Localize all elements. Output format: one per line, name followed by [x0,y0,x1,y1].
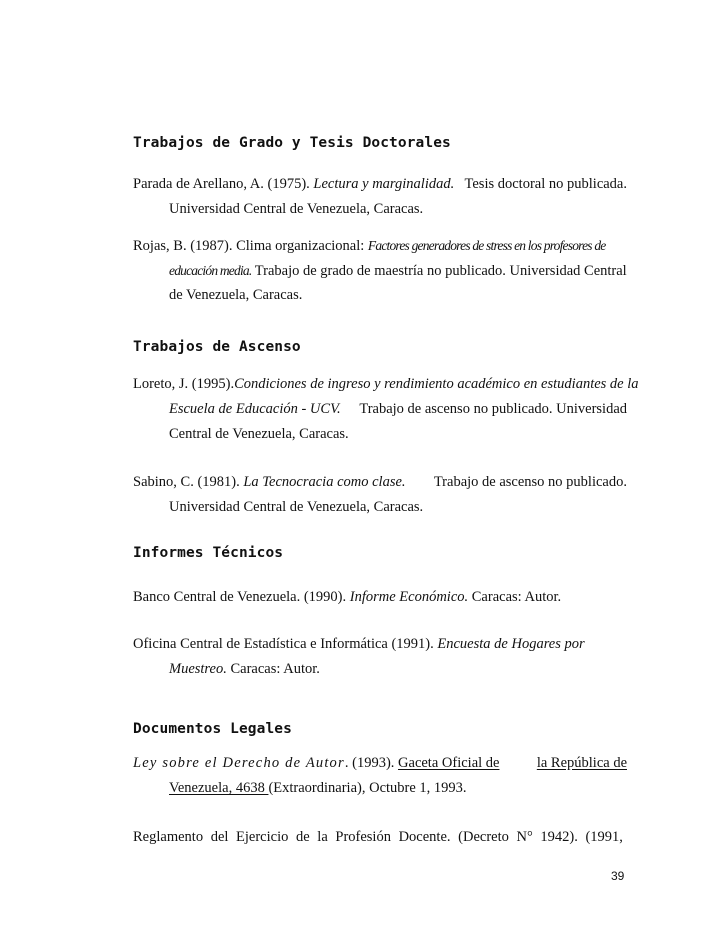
reference-entry: Loreto, J. (1995). Condiciones de ingreso y rendimiento académico en estudiantes de la Escuela de Educación - UCV. Trabajo de ascenso no publicado. Universidad Central de Venezuela, Caracas. [133,376,639,442]
section-heading-informes-tecnicos: Informes Técnicos [133,545,284,561]
section-heading-documentos-legales: Documentos Legales [133,721,292,737]
section-heading-trabajos-de-grado: Trabajos de Grado y Tesis Doctorales [133,135,451,151]
reference-entry: Oficina Central de Estadística e Informática (1991). Encuesta de Hogares por Muestreo. Caracas: Autor. [133,636,585,677]
reference-entry: Ley sobre el Derecho de Autor. (1993). Gaceta Oficial de la República de Venezuela, 4638 (Extraordinaria), Octubre 1, 1993. [133,755,627,796]
section-heading-trabajos-de-ascenso: Trabajos de Ascenso [133,339,301,355]
reference-entry: Sabino, C. (1981). La Tecnocracia como clase. Trabajo de ascenso no publicado. Universidad Central de Venezuela, Caracas. [133,474,627,515]
reference-entry: Rojas, B. (1987). Clima organizacional: Factores generadores de stress en los profesores de educación media. Trabajo de grado de maestría no publicado. Universidad Central de Venezuela, Caracas. [133,238,627,303]
page-number: 39 [611,869,625,883]
reference-entry: Reglamento del Ejercicio de la Profesión Docente. (Decreto N° 1942). (1991, [133,829,623,845]
reference-entry: Banco Central de Venezuela. (1990). Informe Económico. Caracas: Autor. [133,589,562,605]
reference-entry: Parada de Arellano, A. (1975). Lectura y marginalidad. Tesis doctoral no publicada. Universidad Central de Venezuela, Caracas. [133,176,627,217]
